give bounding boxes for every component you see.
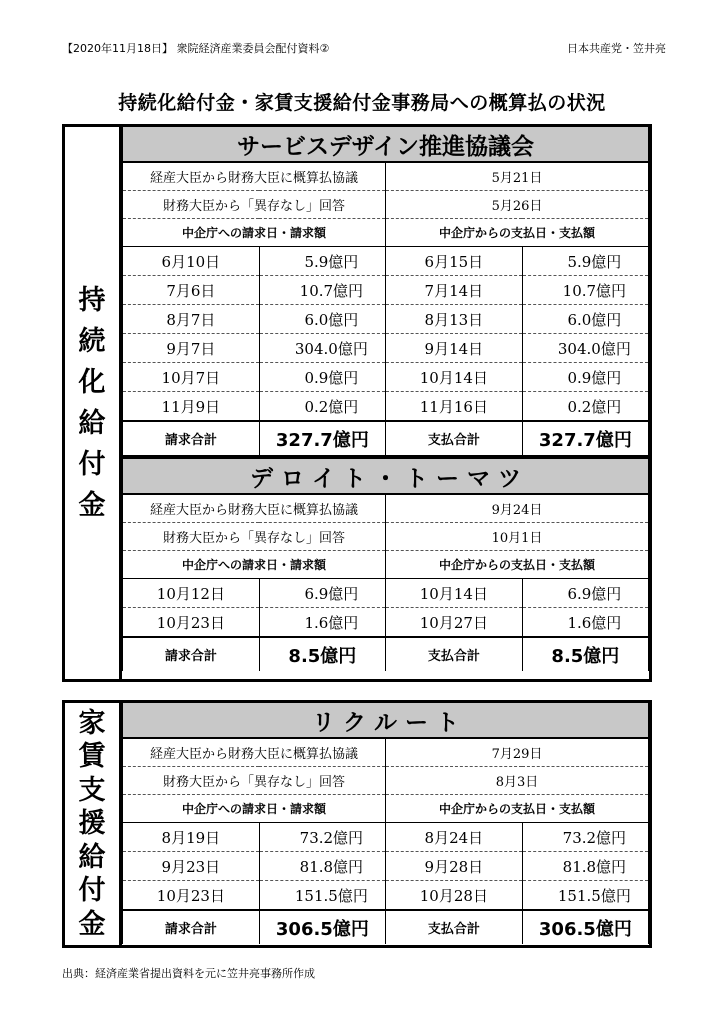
- agreement-label: 経産大臣から財務大臣に概算払協議: [123, 162, 386, 191]
- payment-amount: 81.8億円: [522, 852, 648, 881]
- payment-date: 8月13日: [385, 305, 522, 334]
- request-header: 中企庁への請求日・請求額: [123, 795, 386, 823]
- section-label-char: 持: [78, 284, 106, 316]
- table-row: [123, 881, 649, 911]
- section-label: [65, 703, 122, 945]
- payment-amount: 6.0億円: [522, 305, 648, 334]
- payment-date: 8月24日: [385, 823, 522, 852]
- vendor-name: サービスデザイン推進協議会: [123, 127, 649, 162]
- total-payment-label: 支払合計: [385, 910, 522, 944]
- payment-date: 9月28日: [385, 852, 522, 881]
- table-row: [123, 363, 649, 392]
- section-label-char: 給: [78, 408, 106, 439]
- total-payment-label: 支払合計: [385, 421, 522, 456]
- vendor-table: [122, 703, 649, 944]
- approval-date: 5月26日: [385, 191, 648, 219]
- payment-amount: 5.9億円: [522, 247, 648, 276]
- table-row: [123, 247, 649, 276]
- payment-amount: 304.0億円: [522, 334, 648, 363]
- table-row: [123, 392, 649, 422]
- request-date: 6月10日: [123, 247, 260, 276]
- payment-amount: 1.6億円: [522, 608, 648, 638]
- request-date: 8月19日: [123, 823, 260, 852]
- request-date: 8月7日: [123, 305, 260, 334]
- section-label-char: 金: [78, 490, 106, 522]
- payment-date: 10月14日: [385, 579, 522, 608]
- total-request-label: 請求合計: [123, 910, 260, 944]
- table-row: [123, 276, 649, 305]
- request-date: 9月7日: [123, 334, 260, 363]
- request-amount: 151.5億円: [259, 881, 385, 911]
- request-date: 10月23日: [123, 881, 260, 911]
- approval-label: 財務大臣から「異存なし」回答: [123, 767, 386, 795]
- payment-date: 7月14日: [385, 276, 522, 305]
- request-date: 10月23日: [123, 608, 260, 638]
- request-date: 10月12日: [123, 579, 260, 608]
- page-title: 持続化給付金・家賃支援給付金事務局への概算払の状況: [118, 92, 606, 114]
- payment-date: 10月14日: [385, 363, 522, 392]
- source-footnote: 出典：経済産業省提出資料を元に笠井亮事務所作成: [62, 967, 315, 980]
- payment-amount: 0.2億円: [522, 392, 648, 422]
- total-request-amount: 8.5億円: [259, 637, 385, 671]
- section-label-char: 給: [78, 841, 106, 873]
- request-amount: 6.9億円: [259, 579, 385, 608]
- payment-amount: 6.9億円: [522, 579, 648, 608]
- request-date: 11月9日: [123, 392, 260, 422]
- section-label: [65, 127, 122, 679]
- request-header: 中企庁への請求日・請求額: [123, 551, 386, 579]
- section-label-char: 援: [78, 808, 106, 840]
- payment-amount: 10.7億円: [522, 276, 648, 305]
- vendor-name: リ ク ル ー ト: [123, 703, 649, 738]
- total-request-label: 請求合計: [123, 637, 260, 671]
- request-amount: 304.0億円: [259, 334, 385, 363]
- header-right: 日本共産党・笠井亮: [567, 42, 666, 55]
- approval-date: 10月1日: [385, 523, 648, 551]
- table-row: [123, 579, 649, 608]
- request-amount: 5.9億円: [259, 247, 385, 276]
- payment-date: 10月28日: [385, 881, 522, 911]
- approval-label: 財務大臣から「異存なし」回答: [123, 523, 386, 551]
- section-label-char: 支: [78, 774, 106, 806]
- request-amount: 1.6億円: [259, 608, 385, 638]
- section-content: [122, 703, 649, 944]
- total-request-label: 請求合計: [123, 421, 260, 456]
- section-label-char: 化: [78, 366, 106, 398]
- total-payment-amount: 8.5億円: [522, 637, 648, 671]
- request-date: 9月23日: [123, 852, 260, 881]
- agreement-date: 9月24日: [385, 494, 648, 523]
- table-row: [123, 608, 649, 638]
- section-yachin: [62, 700, 652, 948]
- section-label-char: 賃: [78, 741, 106, 773]
- vendor-name: デ ロ イ ト ・ ト ー マ ツ: [123, 458, 649, 494]
- total-payment-amount: 306.5億円: [522, 910, 648, 944]
- agreement-date: 5月21日: [385, 162, 648, 191]
- payment-date: 6月15日: [385, 247, 522, 276]
- request-amount: 81.8億円: [259, 852, 385, 881]
- payment-date: 11月16日: [385, 392, 522, 422]
- total-request-amount: 327.7億円: [259, 421, 385, 456]
- vendor-table: [122, 127, 649, 457]
- payment-date: 9月14日: [385, 334, 522, 363]
- agreement-label: 経産大臣から財務大臣に概算払協議: [123, 494, 386, 523]
- agreement-date: 7月29日: [385, 738, 648, 767]
- table-row: [123, 852, 649, 881]
- payment-date: 10月27日: [385, 608, 522, 638]
- table-row: [123, 823, 649, 852]
- total-request-amount: 306.5億円: [259, 910, 385, 944]
- header-left: 【2020年11月18日】 衆院経済産業委員会配付資料②: [62, 42, 330, 55]
- table-row: [123, 305, 649, 334]
- section-label-char: 金: [78, 908, 106, 940]
- request-amount: 0.9億円: [259, 363, 385, 392]
- vendor-table: [122, 457, 649, 671]
- payment-amount: 151.5億円: [522, 881, 648, 911]
- section-content: [122, 127, 649, 671]
- request-header: 中企庁への請求日・請求額: [123, 219, 386, 247]
- section-jizokuka: [62, 124, 652, 682]
- request-amount: 0.2億円: [259, 392, 385, 422]
- payment-header: 中企庁からの支払日・支払額: [385, 795, 648, 823]
- total-payment-label: 支払合計: [385, 637, 522, 671]
- section-label-char: 続: [78, 325, 106, 357]
- agreement-label: 経産大臣から財務大臣に概算払協議: [123, 738, 386, 767]
- payment-amount: 0.9億円: [522, 363, 648, 392]
- request-amount: 73.2億円: [259, 823, 385, 852]
- request-date: 7月6日: [123, 276, 260, 305]
- request-amount: 10.7億円: [259, 276, 385, 305]
- table-row: [123, 334, 649, 363]
- section-label-char: 付: [78, 875, 106, 907]
- approval-label: 財務大臣から「異存なし」回答: [123, 191, 386, 219]
- request-amount: 6.0億円: [259, 305, 385, 334]
- payment-amount: 73.2億円: [522, 823, 648, 852]
- payment-header: 中企庁からの支払日・支払額: [385, 219, 648, 247]
- section-label-char: 家: [78, 707, 106, 739]
- approval-date: 8月3日: [385, 767, 648, 795]
- total-payment-amount: 327.7億円: [522, 421, 648, 456]
- section-label-char: 付: [78, 449, 106, 481]
- request-date: 10月7日: [123, 363, 260, 392]
- payment-header: 中企庁からの支払日・支払額: [385, 551, 648, 579]
